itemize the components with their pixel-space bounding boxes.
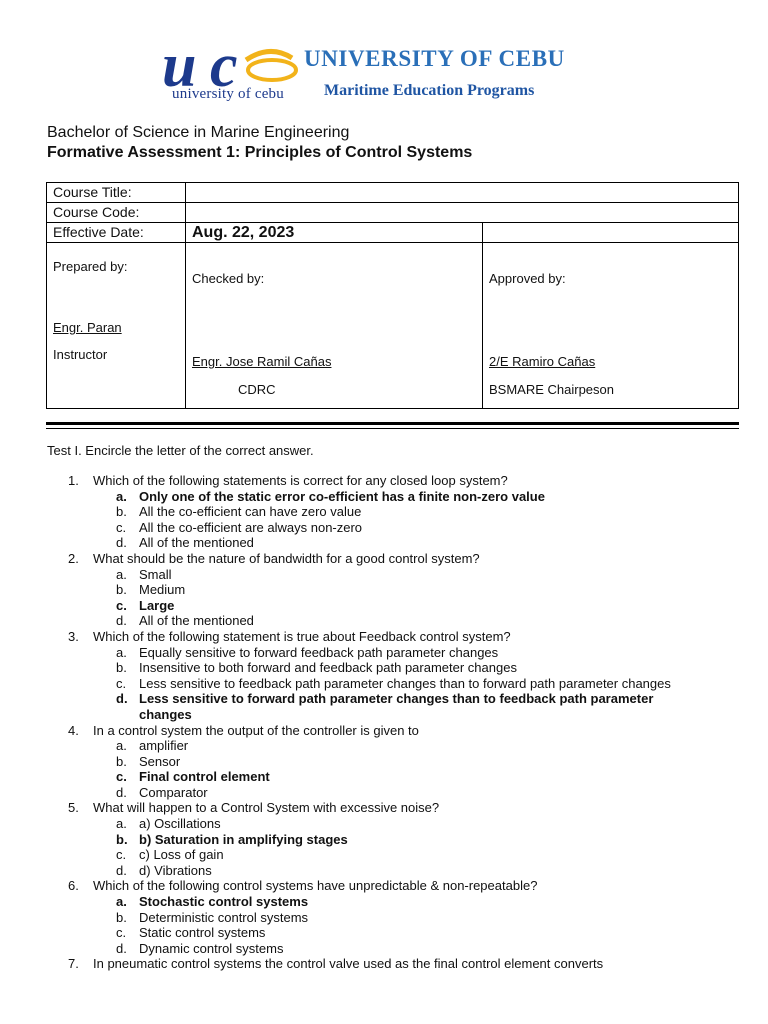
university-name: UNIVERSITY OF CEBU <box>304 46 565 71</box>
question-number: 6. <box>68 878 79 894</box>
option-text: Equally sensitive to forward feedback path parameter changes <box>139 644 499 660</box>
option-text: b) Saturation in amplifying stages <box>139 831 348 847</box>
signatories-row <box>47 243 739 409</box>
question-number: 4. <box>68 722 79 738</box>
option-letter: b. <box>116 582 127 598</box>
logo-caption: university of cebu <box>172 86 284 102</box>
checked-by-cell <box>186 243 483 409</box>
question-number: 5. <box>68 800 79 816</box>
question-number: 1. <box>68 473 79 488</box>
option-3a[interactable] <box>0 645 768 661</box>
question-text: What will happen to a Control System with excessive noise? <box>93 800 440 816</box>
course-code-value <box>186 203 739 223</box>
effective-date-label: Effective Date: <box>47 223 186 243</box>
option-text: a) Oscillations <box>139 816 221 832</box>
course-title-value <box>186 183 739 203</box>
option-text: Dynamic control systems <box>139 940 284 956</box>
option-6b[interactable] <box>0 910 768 926</box>
effective-date-row <box>47 223 739 243</box>
approved-by-name: 2/E Ramiro Cañas <box>489 354 596 369</box>
question-text: What should be the nature of bandwidth for a good control system? <box>93 550 480 566</box>
option-6d[interactable] <box>0 941 768 957</box>
question-4 <box>0 723 768 739</box>
option-5c[interactable] <box>0 847 768 863</box>
question-text: Which of the following statement is true about Feedback control system? <box>93 628 511 644</box>
divider-thin <box>46 428 739 429</box>
option-5b[interactable] <box>0 832 768 848</box>
option-text: d) Vibrations <box>139 862 212 878</box>
option-text: Large <box>139 597 175 613</box>
option-text: Comparator <box>139 784 208 800</box>
option-4a[interactable] <box>0 738 768 754</box>
checked-by-role: CDRC <box>238 382 276 397</box>
option-6a[interactable] <box>0 894 768 910</box>
option-text: All of the mentioned <box>139 535 254 551</box>
option-text: Medium <box>139 582 186 598</box>
course-code-label: Course Code: <box>47 203 186 223</box>
checked-by-name: Engr. Jose Ramil Cañas <box>192 354 332 369</box>
option-letter: b. <box>116 909 127 925</box>
option-letter: a. <box>116 488 127 504</box>
option-1a[interactable] <box>0 489 768 505</box>
option-letter: d. <box>116 940 127 956</box>
option-text: Stochastic control systems <box>139 894 309 910</box>
department-name: Maritime Education Programs <box>324 82 535 99</box>
option-letter: b. <box>116 831 128 847</box>
option-text: All the co-efficient are always non-zero <box>139 519 363 535</box>
question-2 <box>0 551 768 567</box>
option-letter: d. <box>116 613 127 629</box>
option-letter: d. <box>116 535 127 551</box>
effective-date-cell <box>186 223 483 243</box>
option-letter: b. <box>116 660 127 676</box>
question-text: Which of the following statements is correct for any closed loop system? <box>93 473 508 488</box>
question-list <box>0 473 768 972</box>
approved-by-cell <box>483 243 739 409</box>
option-letter: d. <box>116 691 128 707</box>
option-letter: b. <box>116 753 127 769</box>
option-letter: a. <box>116 566 127 582</box>
option-letter: a. <box>116 894 127 910</box>
option-text: Sensor <box>139 753 181 769</box>
option-2c[interactable] <box>0 598 768 614</box>
option-letter: c. <box>116 597 127 613</box>
question-text: Which of the following control systems have unpredictable & non-repeatable? <box>93 878 538 894</box>
option-text: Less sensitive to forward path parameter changes than to feedback path parameter changes <box>139 691 654 722</box>
option-3b[interactable] <box>0 660 768 676</box>
course-title-row <box>47 183 739 203</box>
question-text: In pneumatic control systems the control valve used as the final control element converts <box>93 956 604 972</box>
option-text: Only one of the static error co-efficient has a finite non-zero value <box>139 488 545 504</box>
option-letter: b. <box>116 504 127 520</box>
option-letter: a. <box>116 738 127 754</box>
option-letter: c. <box>116 925 127 941</box>
prepared-by-cell <box>47 243 186 409</box>
uc-monogram-icon <box>160 40 300 92</box>
option-letter: d. <box>116 862 127 878</box>
option-1b[interactable] <box>0 504 768 520</box>
option-2b[interactable] <box>0 582 768 598</box>
question-7 <box>0 956 768 972</box>
option-1d[interactable] <box>0 535 768 551</box>
option-text: amplifier <box>139 738 189 754</box>
option-text: c) Loss of gain <box>139 847 224 863</box>
option-5d[interactable] <box>0 863 768 879</box>
approved-by-role: BSMARE Chairpeson <box>489 382 614 397</box>
option-1c[interactable] <box>0 520 768 536</box>
option-3d[interactable] <box>0 691 768 722</box>
prepared-by-name: Engr. Paran <box>53 320 122 335</box>
option-text: Small <box>139 566 172 582</box>
option-text: Final control element <box>139 769 270 785</box>
checked-by-label: Checked by: <box>192 271 265 286</box>
option-text: Deterministic control systems <box>139 909 309 925</box>
effective-date-extra <box>483 223 739 243</box>
question-1 <box>0 473 768 489</box>
option-text: All the co-efficient can have zero value <box>139 504 362 520</box>
question-5 <box>0 800 768 816</box>
question-3 <box>0 629 768 645</box>
question-number: 3. <box>68 628 79 644</box>
option-text: Static control systems <box>139 925 266 941</box>
option-4d[interactable] <box>0 785 768 801</box>
question-6 <box>0 878 768 894</box>
option-2a[interactable] <box>0 567 768 583</box>
option-letter: c. <box>116 519 127 535</box>
prepared-by-role: Instructor <box>53 347 108 362</box>
question-number: 2. <box>68 550 79 566</box>
assessment-title: Formative Assessment 1: Principles of Control Systems <box>47 144 473 161</box>
divider-thick <box>46 422 739 425</box>
svg-text:c: c <box>210 40 238 92</box>
approved-by-label: Approved by: <box>489 271 566 286</box>
option-text: All of the mentioned <box>139 613 254 629</box>
option-letter: a. <box>116 644 127 660</box>
option-letter: a. <box>116 816 127 832</box>
option-text: Less sensitive to feedback path parameter changes than to forward path parameter changes <box>139 675 671 691</box>
question-number: 7. <box>68 956 79 972</box>
svg-text:u: u <box>162 40 197 92</box>
option-letter: c. <box>116 769 127 785</box>
prepared-by-label: Prepared by: <box>53 259 128 274</box>
test-instruction: Test I. Encircle the letter of the correct answer. <box>47 443 314 458</box>
option-6c[interactable] <box>0 925 768 941</box>
course-code-row <box>47 203 739 223</box>
course-title-label: Course Title: <box>47 183 186 203</box>
option-4c[interactable] <box>0 769 768 785</box>
effective-date-value: Aug. 22, 2023 <box>192 224 295 241</box>
option-letter: c. <box>116 847 127 863</box>
option-text: Insensitive to both forward and feedback path parameter changes <box>139 660 517 676</box>
university-logo <box>148 40 308 106</box>
option-letter: c. <box>116 675 127 691</box>
question-text: In a control system the output of the controller is given to <box>93 722 419 738</box>
option-4b[interactable] <box>0 754 768 770</box>
program-title: Bachelor of Science in Marine Engineering <box>47 124 350 141</box>
course-info-table <box>46 182 739 409</box>
option-3c[interactable] <box>0 676 768 692</box>
option-5a[interactable] <box>0 816 768 832</box>
option-2d[interactable] <box>0 613 768 629</box>
option-letter: d. <box>116 784 127 800</box>
